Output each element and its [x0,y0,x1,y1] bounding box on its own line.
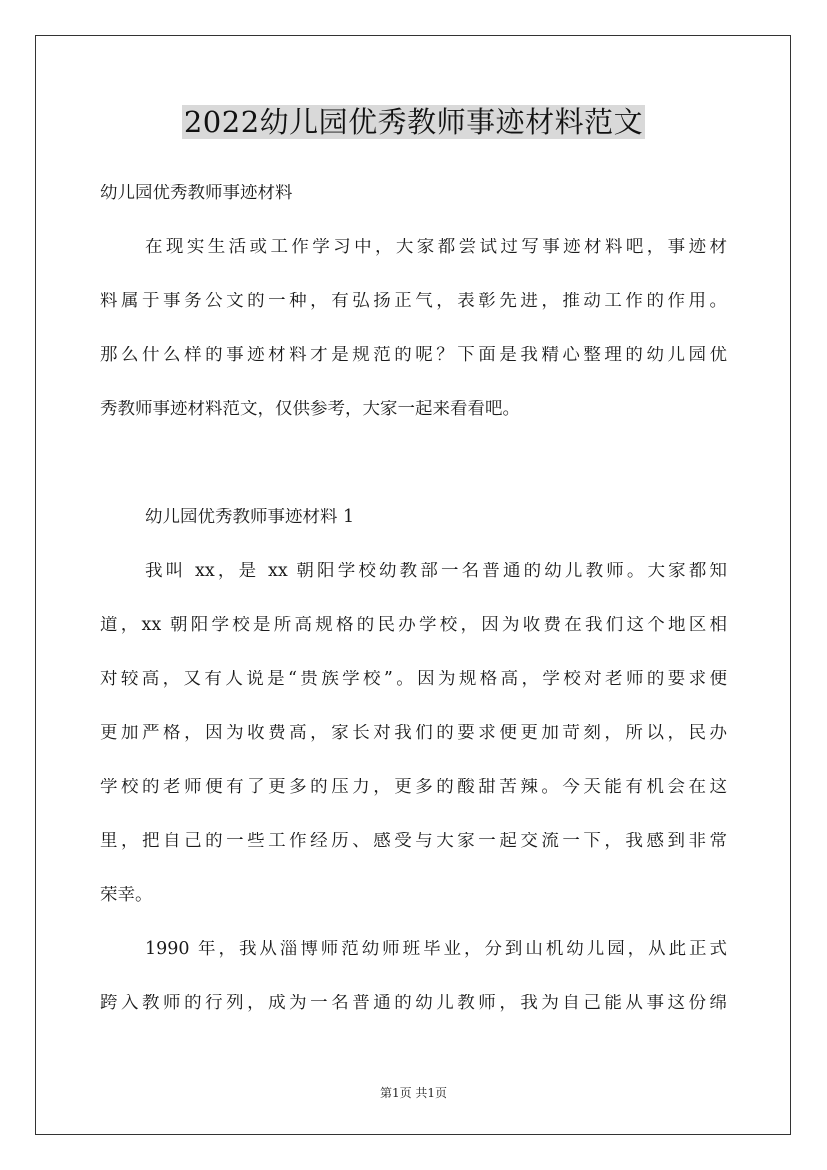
paragraph-line: 我叫 xx，是 xx 朝阳学校幼教部一名普通的幼儿教师。大家都知 [145,562,727,581]
intro-line: 那么什么样的事迹材料才是规范的呢？下面是我精心整理的幼儿园优 [100,346,727,365]
paragraph-line: 学校的老师便有了更多的压力，更多的酸甜苦辣。今天能有机会在这 [100,778,727,797]
paragraph-line: 里，把自己的一些工作经历、感受与大家一起交流一下，我感到非常 [100,832,727,851]
paragraph-line: 荣幸。 [100,886,153,905]
paragraph-line: 道，xx 朝阳学校是所高规格的民办学校，因为收费在我们这个地区相 [100,616,727,635]
section-heading: 幼儿园优秀教师事迹材料 1 [145,508,355,527]
page-number: 第1页 共1页 [379,1086,448,1100]
intro-line: 秀教师事迹材料范文，仅供参考，大家一起来看看吧。 [100,400,520,419]
intro-line: 料属于事务公文的一种，有弘扬正气，表彰先进，推动工作的作用。 [100,292,727,311]
paragraph-line: 更加严格，因为收费高，家长对我们的要求便更加苛刻，所以，民办 [100,724,727,743]
intro-line: 在现实生活或工作学习中，大家都尝试过写事迹材料吧，事迹材 [145,238,727,257]
document-title: 2022幼儿园优秀教师事迹材料范文 [183,105,644,139]
heading-main: 幼儿园优秀教师事迹材料 [100,184,293,203]
paragraph-line: 1990 年，我从淄博师范幼师班毕业，分到山机幼儿园，从此正式 [145,940,727,959]
paragraph-line: 对较高，又有人说是“贵族学校”。因为规格高，学校对老师的要求便 [100,670,727,689]
paragraph-line: 跨入教师的行列，成为一名普通的幼儿教师，我为自己能从事这份绵 [100,994,727,1013]
